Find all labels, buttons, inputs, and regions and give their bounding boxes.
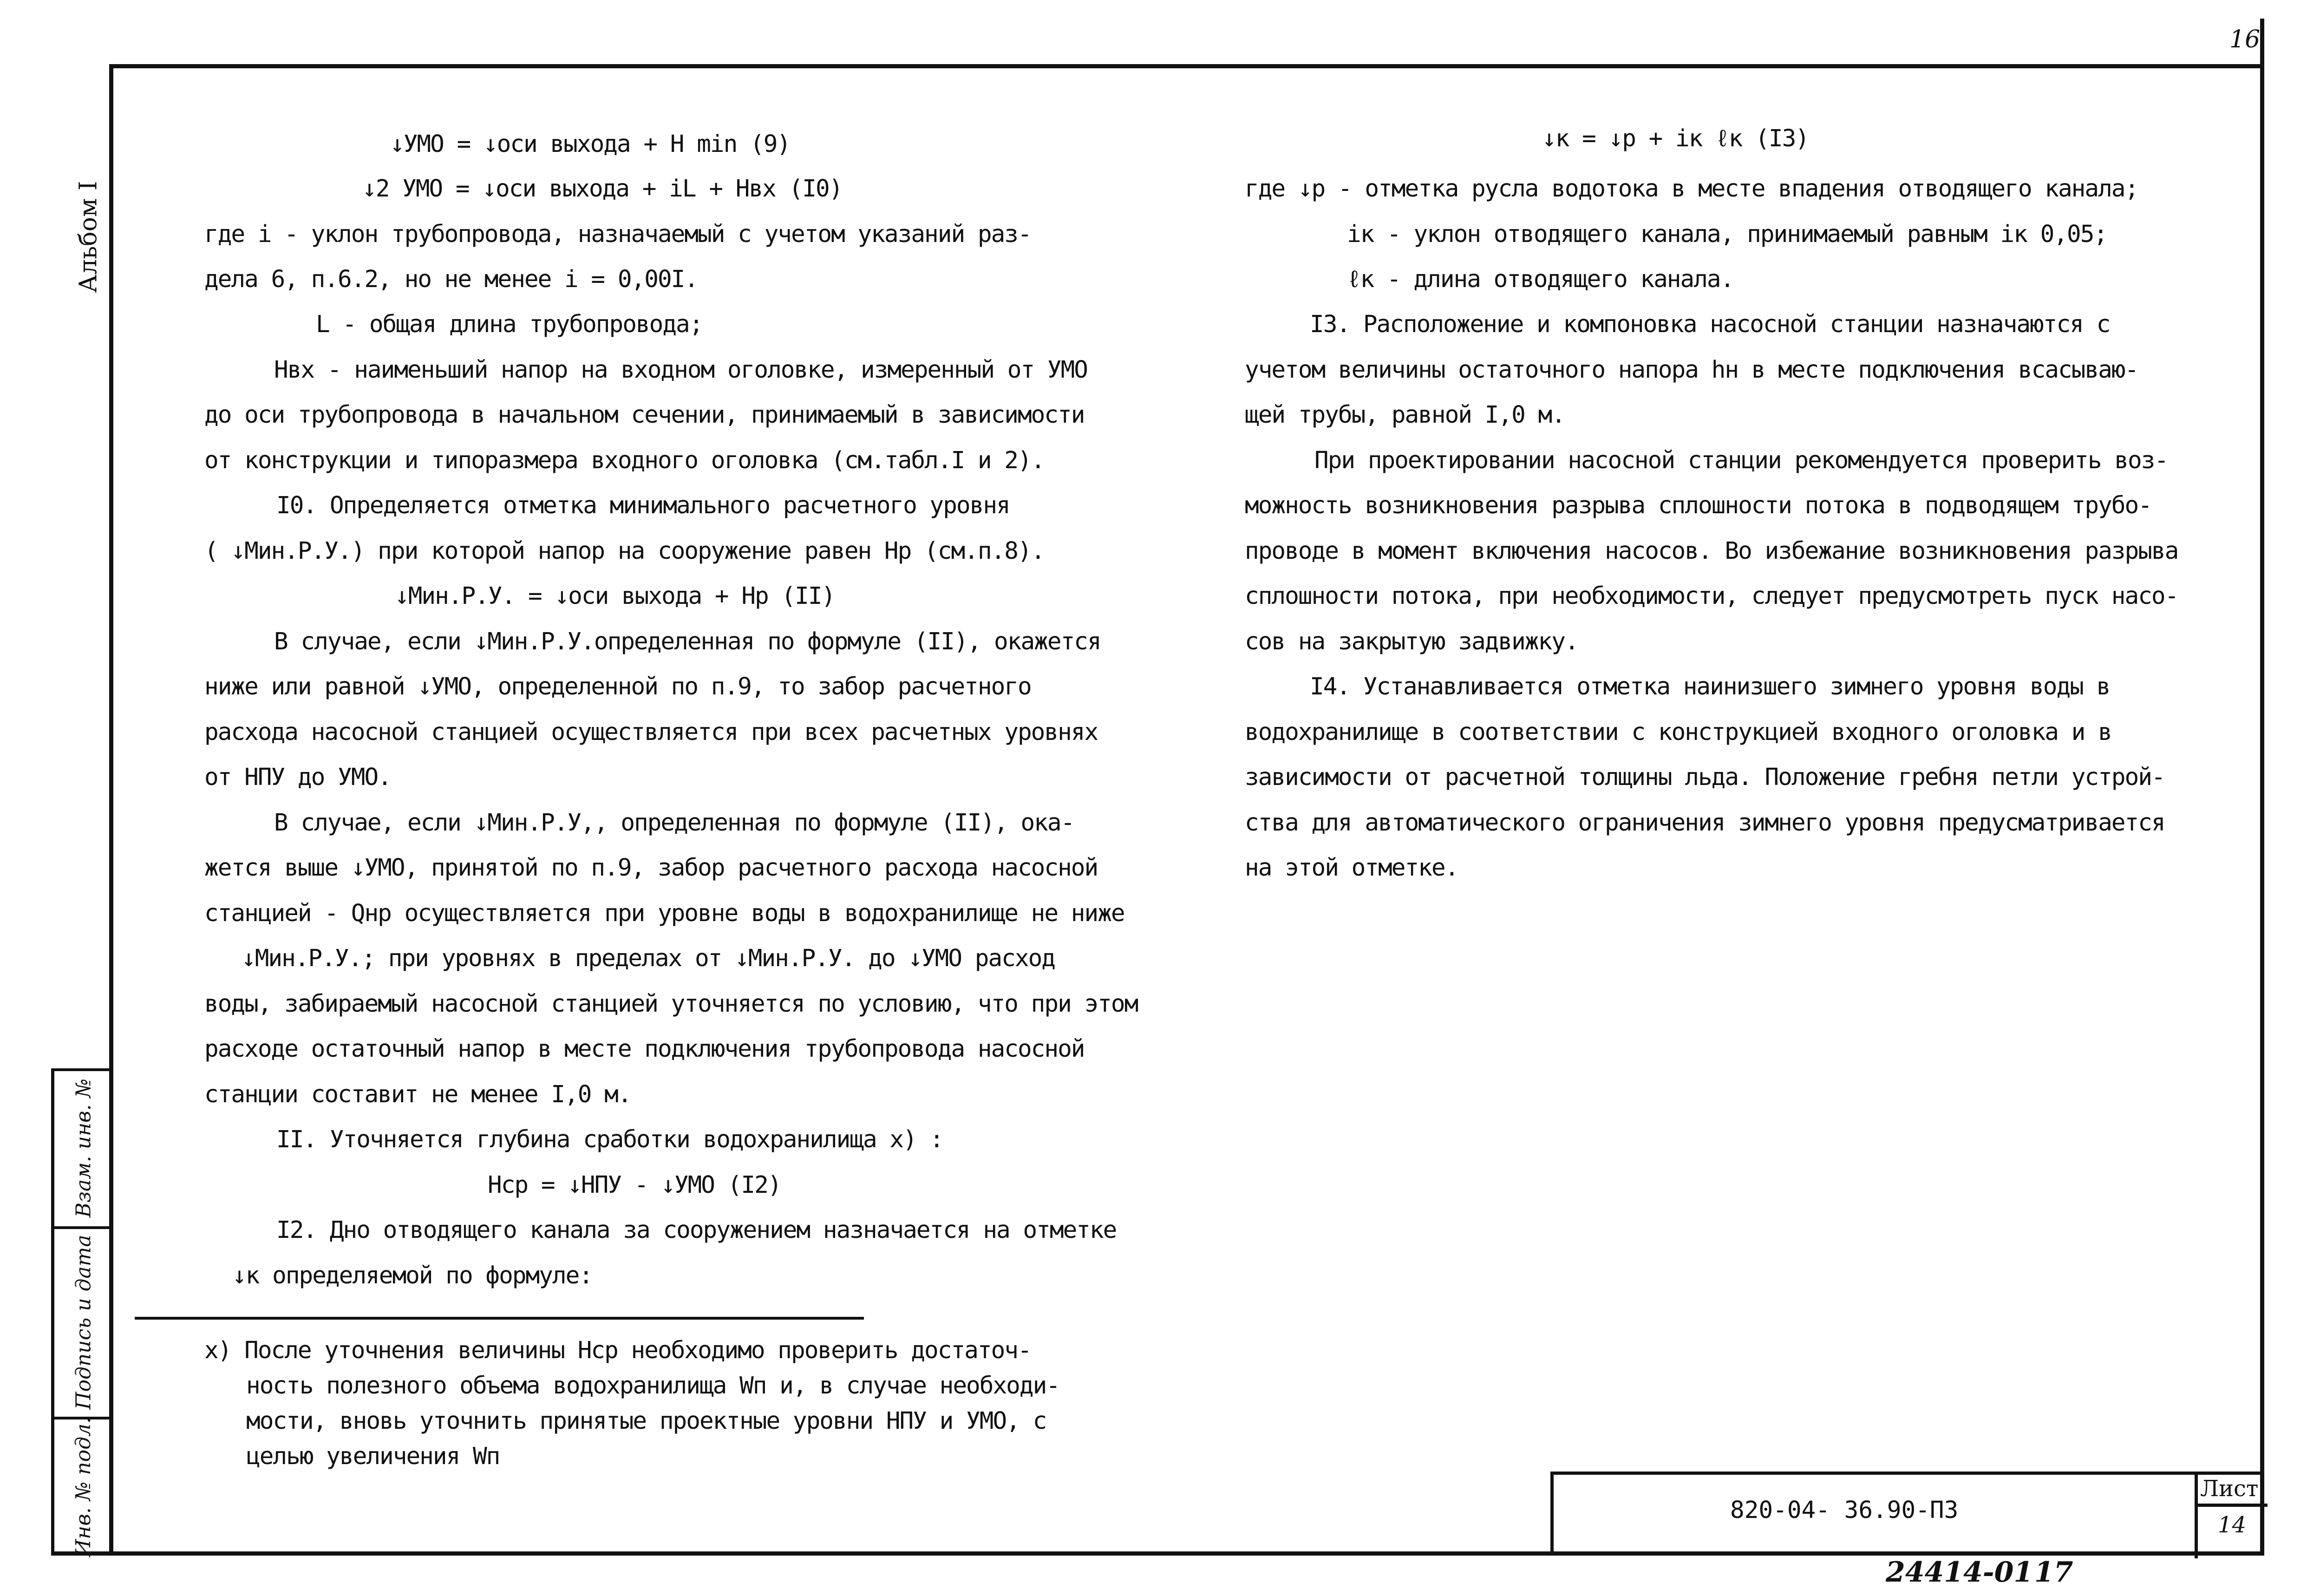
frame-right-border	[2260, 19, 2264, 1555]
stamp-divider	[2198, 1504, 2268, 1507]
section-13-heading: I3. Расположение и компоновка насосной станции назначаются с	[1310, 311, 2110, 338]
formula-13: ↓к = ↓р + iк ℓк (I3)	[1542, 125, 1809, 152]
footnote-line: x) После уточнения величины Нср необходимо проверить достаточ-	[204, 1337, 1031, 1364]
title-block-stamp	[1550, 1472, 2264, 1555]
paragraph-line: дела 6, п.6.2, но не менее i = 0,00I.	[204, 266, 698, 293]
paragraph-line: ства для автоматического ограничения зимнего уровня предусматривается	[1245, 809, 2165, 837]
paragraph-line: Нвх - наименьший напор на входном оголовке, измеренный от УМО	[274, 356, 1087, 384]
paragraph-line: ℓк - длина отводящего канала.	[1347, 266, 1734, 293]
paragraph-line: от НПУ до УМО.	[204, 764, 391, 791]
paragraph-line: В случае, если ↓Мин.Р.У,, определенная по формуле (II), ока-	[274, 809, 1074, 837]
frame-left-border	[109, 64, 113, 1555]
paragraph-line: где ↓р - отметка русла водотока в месте впадения отводящего канала;	[1245, 175, 2138, 203]
sheet-label: Лист	[2200, 1476, 2259, 1502]
paragraph-line: сплошности потока, при необходимости, следует предусмотреть пуск насо-	[1245, 582, 2178, 610]
frame-top-border	[109, 64, 2264, 68]
archive-page: 17	[2034, 1556, 2073, 1589]
side-stamp-column	[51, 1068, 109, 1555]
paragraph-line: зависимости от расчетной толщины льда. Положение гребня петли устрой-	[1245, 764, 2165, 791]
album-label: Альбом I	[74, 181, 103, 293]
footnote-rule	[135, 1317, 864, 1320]
paragraph-line: где i - уклон трубопровода, назначаемый с учетом указаний раз-	[204, 221, 1031, 248]
paragraph-line: расходе остаточный напор в месте подключения трубопровода насосной	[204, 1035, 1085, 1063]
archive-number: 24414-01	[1886, 1556, 2033, 1589]
paragraph-line: от конструкции и типоразмера входного оголовка (см.табл.I и 2).	[204, 447, 1045, 474]
paragraph-line: расхода насосной станцией осуществляется при всех расчетных уровнях	[204, 719, 1098, 746]
paragraph-line: водохранилище в соответствии с конструкцией входного оголовка и в	[1245, 719, 2111, 746]
paragraph-line: При проектировании насосной станции рекомендуется проверить воз-	[1314, 447, 2168, 474]
paragraph-line: L - общая длина трубопровода;	[316, 311, 703, 338]
paragraph-line: воды, забираемый насосной станцией уточняется по условию, что при этом	[204, 990, 1138, 1018]
side-cell-replacement: Взам. инв. №	[72, 1078, 96, 1217]
stamp-divider	[2195, 1475, 2198, 1558]
formula-10: ↓2 УМО = ↓оси выхода + iL + Нвх (I0)	[362, 175, 843, 203]
page-number: 16	[2229, 26, 2261, 53]
paragraph-line: на этой отметке.	[1245, 854, 1458, 882]
section-11-heading: II. Уточняется глубина сработки водохранилища x) :	[276, 1126, 943, 1153]
paragraph-line: станции составит не менее I,0 м.	[204, 1081, 631, 1108]
footnote-line: целью увеличения Wп	[246, 1443, 500, 1470]
paragraph-line: ( ↓Мин.Р.У.) при которой напор на сооружение равен Нр (см.п.8).	[204, 537, 1045, 565]
paragraph-line: ниже или равной ↓УМО, определенной по п.9, то забор расчетного	[204, 673, 1031, 700]
paragraph-line: ↓к определяемой по формуле:	[232, 1262, 593, 1289]
paragraph-line: ↓Мин.Р.У.; при уровнях в пределах от ↓Мин.Р.У. до ↓УМО расход	[242, 945, 1055, 972]
paragraph-line: жется выше ↓УМО, принятой по п.9, забор расчетного расхода насосной	[204, 854, 1098, 882]
paragraph-line: можность возникновения разрыва сплошности потока в подводящем трубо-	[1245, 492, 2151, 519]
side-cell-signature: Подпись и дата	[72, 1234, 96, 1410]
footnote-line: мости, вновь уточнить принятые проектные уровни НПУ и УМО, с	[246, 1407, 1046, 1435]
paragraph-line: iк - уклон отводящего канала, принимаемый равным iк 0,05;	[1347, 221, 2107, 248]
paragraph-line: станцией - Qнр осуществляется при уровне воды в водохранилище не ниже	[204, 900, 1124, 927]
paragraph-line: проводе в момент включения насосов. Во избежание возникновения разрыва	[1245, 537, 2178, 565]
paragraph-line: сов на закрытую задвижку.	[1245, 628, 1578, 655]
paragraph-line: до оси трубопровода в начальном сечении, принимаемый в зависимости	[204, 401, 1085, 429]
side-cell-inventory: Инв. № подл.	[72, 1417, 96, 1557]
footnote-line: ность полезного объема водохранилища Wп и, в случае необходи-	[246, 1372, 1059, 1400]
paragraph-line: щей трубы, равной I,0 м.	[1245, 401, 1565, 429]
section-10-heading: I0. Определяется отметка минимального расчетного уровня	[276, 492, 1010, 519]
formula-12: Нср = ↓НПУ - ↓УМО (I2)	[488, 1171, 781, 1199]
formula-9: ↓УМО = ↓оси выхода + Н min (9)	[390, 131, 791, 158]
paragraph-line: В случае, если ↓Мин.Р.У.определенная по формуле (II), окажется	[274, 628, 1101, 655]
sheet-number: 14	[2218, 1512, 2247, 1538]
formula-11: ↓Мин.Р.У. = ↓оси выхода + Нр (II)	[395, 582, 835, 610]
section-12-heading: I2. Дно отводящего канала за сооружением назначается на отметке	[276, 1217, 1117, 1244]
section-14-heading: I4. Устанавливается отметка наинизшего зимнего уровня воды в	[1310, 673, 2110, 700]
document-code: 820-04- 36.90-ПЗ	[1730, 1497, 1959, 1524]
paragraph-line: учетом величины остаточного напора hн в месте подключения всасываю-	[1245, 356, 2138, 384]
